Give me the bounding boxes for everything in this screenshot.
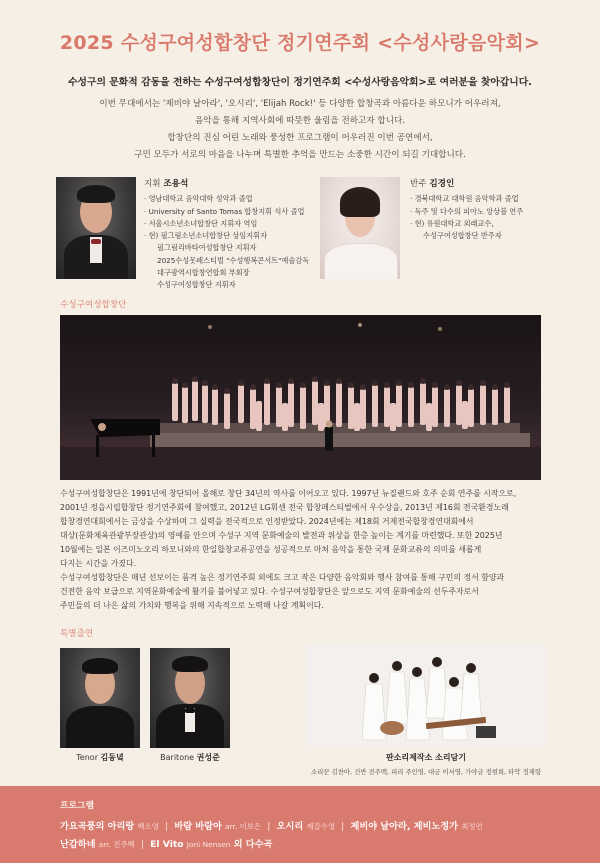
intro-text — [60, 96, 540, 164]
program-credit: Joni Nensen — [186, 840, 231, 849]
tenor-name: 김동녘 — [100, 753, 124, 762]
accompanist-bio — [410, 178, 550, 242]
choir-photo — [60, 315, 541, 480]
program-credit: arr. 이보은 — [225, 822, 262, 831]
bio-item: 대구광역시합창연합회 부회장 — [157, 268, 250, 278]
paragraph-line: 건전한 음악 보급으로 지역문화예술에 활기를 불어넣고 있다. 수성구여성합창단은 앞으로도 지역 문화예술의 선두주자로서 — [60, 587, 479, 596]
tenor-photo — [60, 648, 140, 748]
accompanist-name: 김경인 — [429, 179, 455, 189]
bio-item: 수성구여성합창단 지휘자 — [157, 280, 236, 290]
baritone-caption: Baritone 권성준 — [160, 753, 220, 762]
bio-item: · 경북대학교 대학원 음악학과 졸업 — [410, 194, 519, 204]
tenor-caption: Tenor 김동녘 — [76, 753, 124, 762]
bio-item: · 서울시소년소녀합창단 지휘자 역임 — [144, 218, 258, 228]
accompanist-photo — [320, 177, 400, 279]
baritone-photo — [150, 648, 230, 748]
program-credit: 제갈수영 — [306, 822, 335, 831]
program-section — [0, 786, 600, 863]
bio-item: · 현) 유원대학교 외래교수, — [410, 218, 494, 228]
program-credit: 최정연 — [461, 822, 483, 831]
program-title: 프로그램 — [60, 801, 94, 811]
program-piece: El Vito — [150, 839, 184, 850]
paragraph-line: 수성구여성합창단은 매년 선보이는 품격 높은 정기연주회 외에도 크고 작은 다양한 음악회와 행사 참여를 통해 구민의 정서 함양과 — [60, 573, 505, 582]
program-piece: 제비야 날아라, 제비노정가 — [350, 821, 458, 832]
program-piece: 바람 바람아 — [174, 821, 222, 832]
program-separator: | — [140, 839, 144, 850]
page-title: 2025 수성구여성합창단 정기연주회 <수성사랑음악회> — [59, 32, 541, 54]
paragraph-line: 대상(문화체육관광부장관상)의 영예를 안으며 수성구 지역 문화예술의 발전과 위상을 한층 높이는 계기를 마련했다. 또한 2025년 — [60, 531, 503, 540]
program-line-2 — [60, 836, 272, 850]
bio-item: · 영남대학교 음악대학 성악과 졸업 — [144, 194, 253, 204]
choir-section-label: 수성구여성합창단 — [60, 300, 127, 310]
paragraph-line: 다지는 시간을 가졌다. — [60, 559, 137, 568]
program-separator: | — [267, 821, 271, 832]
conductor-role: 지휘 조용석 — [144, 179, 189, 189]
group-caption — [306, 752, 546, 763]
bio-item: · University of Santo Tomas 합창지휘 석사 졸업 — [144, 206, 305, 216]
program-piece: 오시리 — [276, 821, 304, 832]
group-name: 판소리제작소 소리담기 — [385, 753, 467, 762]
paragraph-line: 10월에는 일본 이즈미노오리 하모니와의 한일합창교류공연을 성공적으로 마쳐 음악을 통한 국제 문화교류의 의미를 새롭게 — [60, 545, 482, 554]
program-credit: 백소영 — [137, 822, 159, 831]
program-piece: 가요곡풍의 아리랑 — [60, 821, 135, 832]
program-separator: | — [165, 821, 169, 832]
baritone-name: 권성준 — [196, 753, 220, 762]
bio-item: 수성구여성합창단 반주자 — [423, 231, 502, 241]
accompanist-role: 반주 김경인 — [410, 179, 455, 189]
intro-line: 이번 무대에서는 '제비야 날아라', '오시리', 'Elijah Rock!' 등 다양한 합창곡과 아름다운 하모니가 어우러져, — [99, 99, 501, 109]
intro-line: 구민 모두가 서로의 마음을 나누며 특별한 추억을 만드는 소중한 시간이 되길 기대합니다. — [134, 150, 466, 160]
conductor-bio — [144, 178, 310, 292]
bio-item: · 독주 및 다수의 피아노 앙상블 연주 — [410, 206, 524, 216]
choir-description — [60, 487, 541, 613]
bio-item: 2025수성못페스티벌 "수성행복콘서트"예술감독 — [157, 255, 310, 265]
special-section-label: 특별출연 — [60, 629, 94, 639]
bio-item: 필그림리바타여성합창단 지휘자 — [157, 243, 257, 253]
intro-line: 합창단의 진심 어린 노래와 풍성한 프로그램이 어우러진 이번 공연에서, — [167, 133, 433, 143]
program-separator: | — [341, 821, 345, 832]
program-line-1 — [60, 818, 483, 832]
paragraph-line: 주민들의 더 나은 삶의 가치와 행복을 위해 지속적으로 노력해 나갈 계획이다. — [60, 601, 324, 610]
paragraph-line: 수성구여성합창단은 1991년에 창단되어 올해로 창단 34년의 역사를 이어오고 있다. 1997년 뉴질랜드와 호주 순회 연주를 시작으로, — [60, 489, 517, 498]
group-members: 소리꾼 김찬아, 건반 전주백, 피리 주인영, 대금 이서영, 가야금 정현희, 타악 정재령 — [310, 768, 542, 776]
bio-item: · 현) 필그림소년소녀합창단 상임지휘자 — [144, 231, 268, 241]
conductor-name: 조용석 — [163, 179, 189, 189]
program-credit: arr. 진주백 — [98, 840, 135, 849]
intro-line: 음악을 통해 지역사회에 따뜻한 울림을 전하고자 합니다. — [194, 116, 406, 126]
conductor-photo — [56, 177, 136, 279]
program-piece: 난감하네 — [60, 839, 96, 850]
program-piece: 외 다수곡 — [233, 839, 273, 850]
sorri-group-photo — [306, 644, 546, 746]
paragraph-line: 2001년 정읍시립합창단 정기연주회에 참여했고, 2012년 LG휘센 전국 합창페스티벌에서 우수상을, 2013년 제16회 전국환경노래 — [60, 503, 509, 512]
lead-text: 수성구의 문화적 감동을 전하는 수성구여성합창단이 정기연주회 <수성사랑음악회>로 여러분을 찾아갑니다. — [68, 77, 532, 88]
paragraph-line: 합창경연대회에서는 금상을 수상하며 그 실력을 전국적으로 인정받았다. 2024년에는 제18회 거제전국합창경연대회에서 — [60, 517, 474, 526]
